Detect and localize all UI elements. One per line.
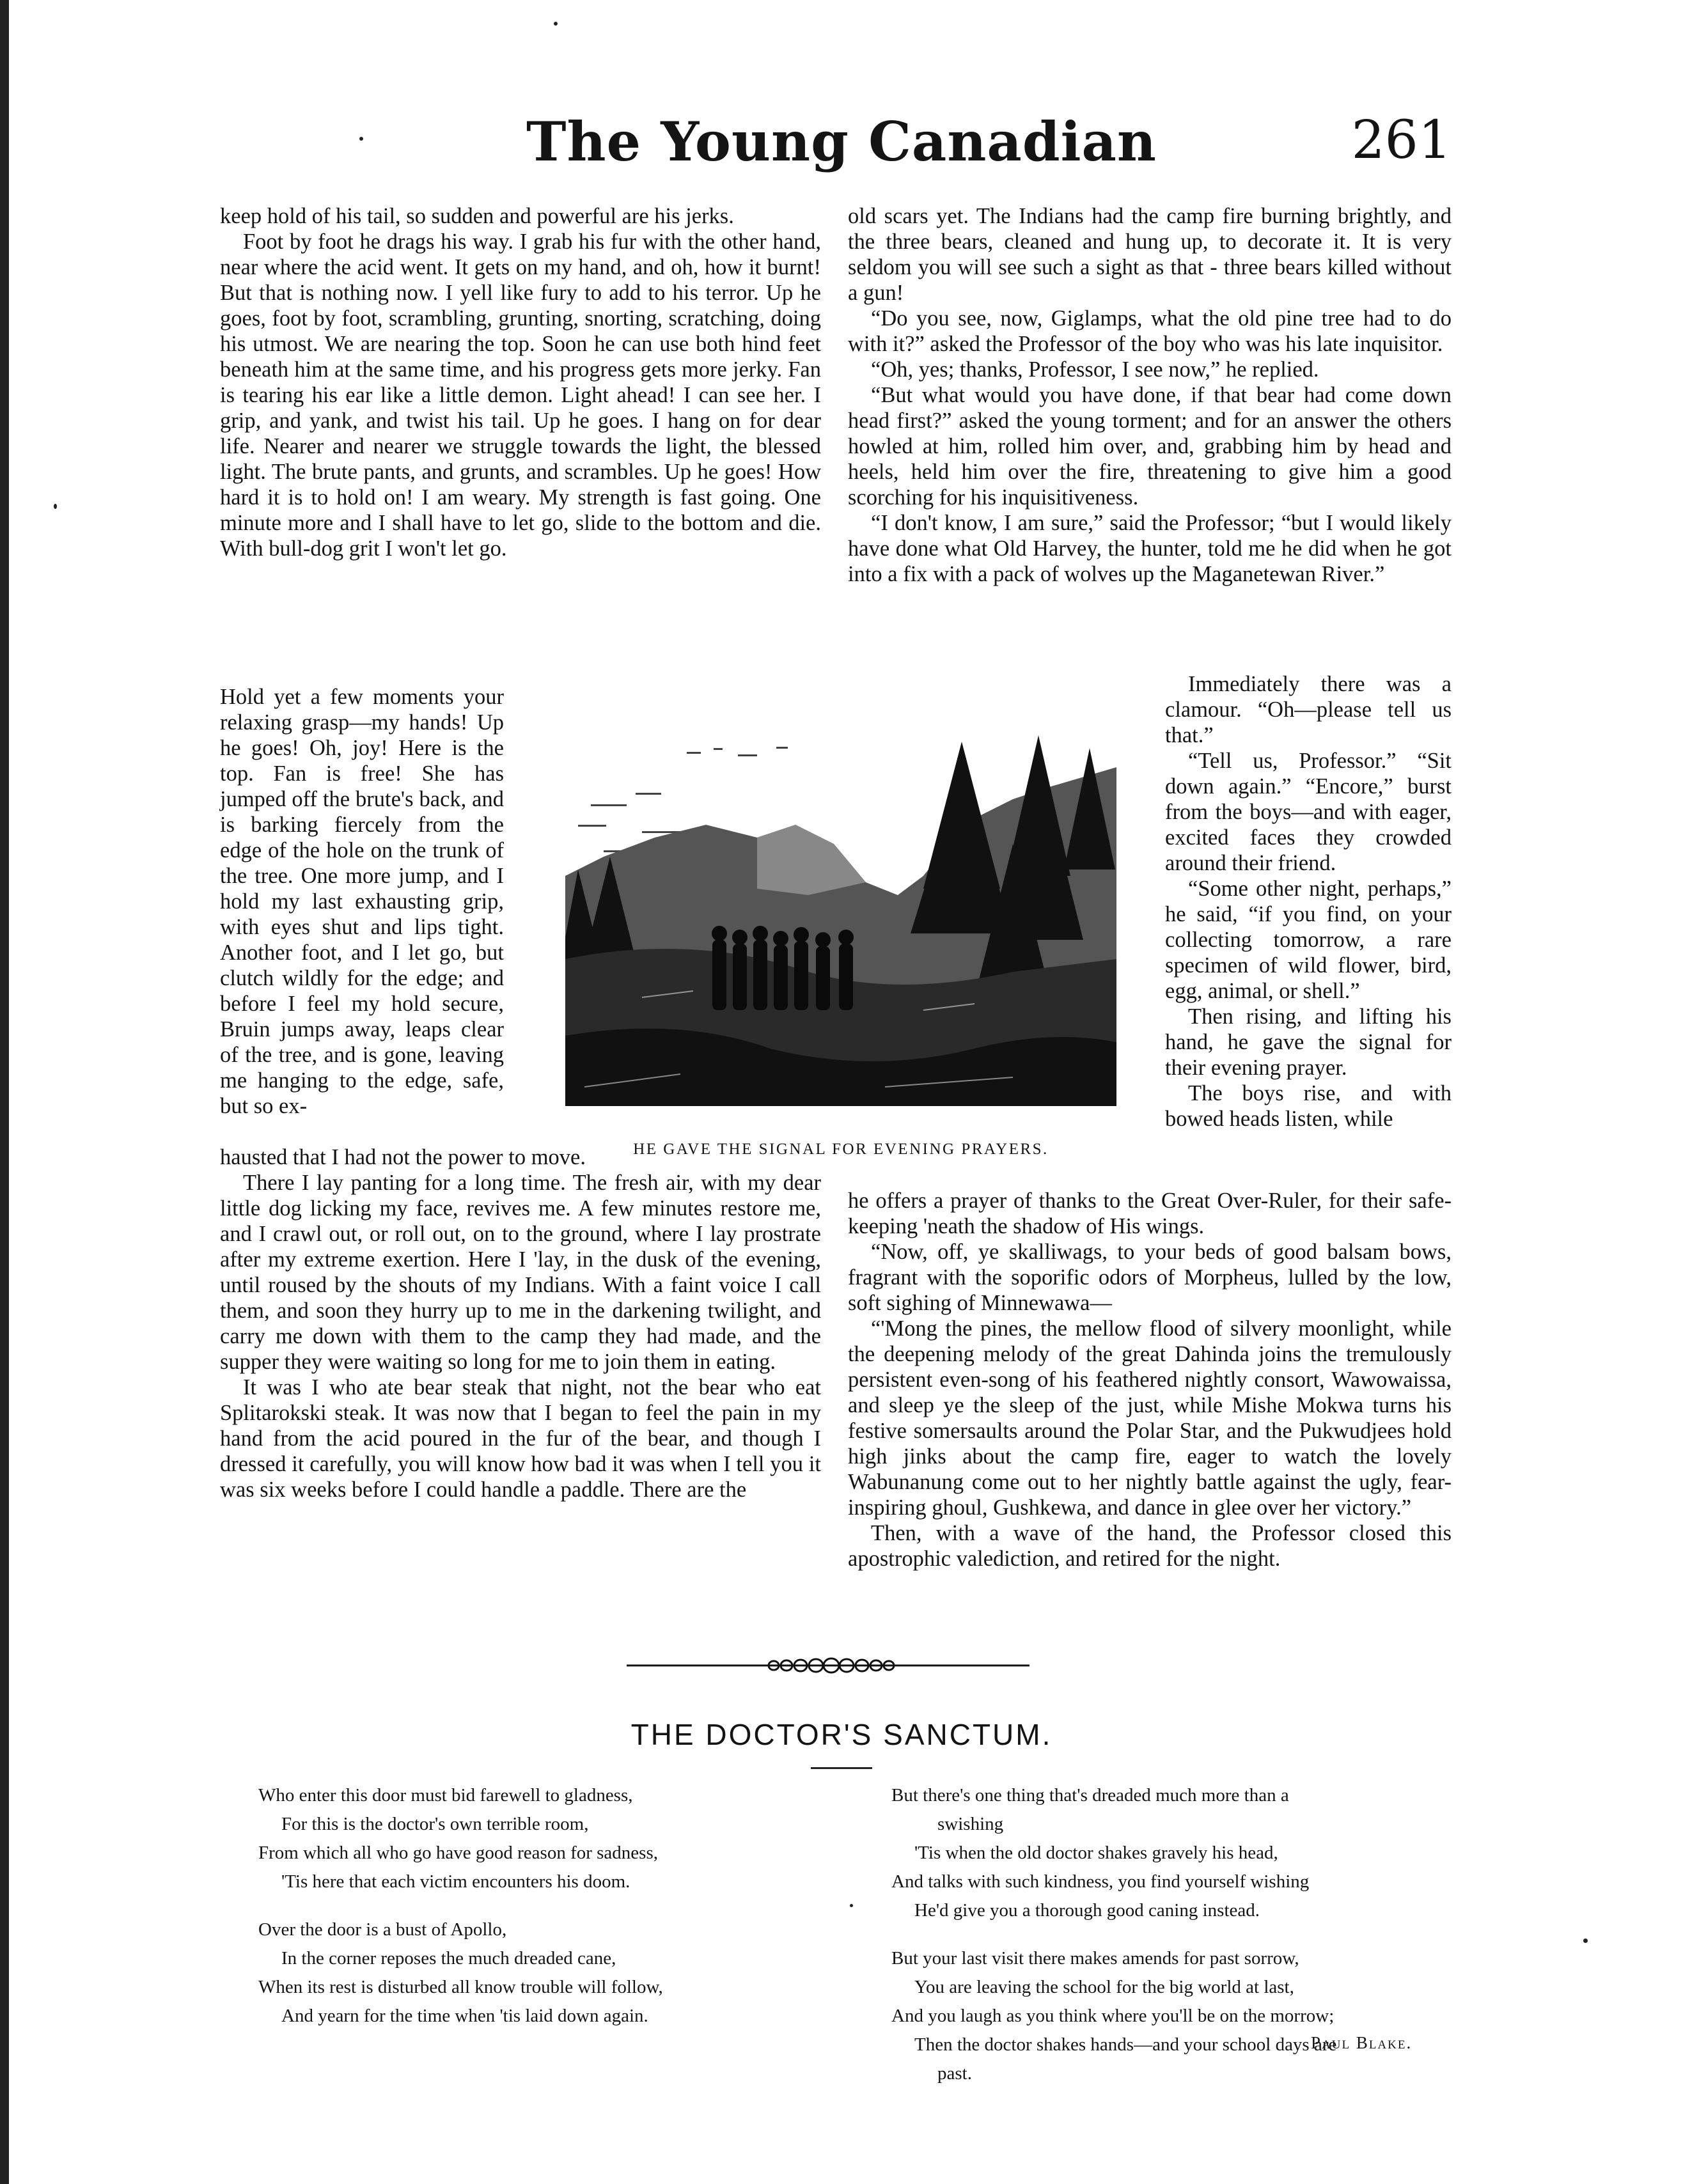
poem-line: Over the door is a bust of Apollo, — [258, 1919, 507, 1940]
poem-line: He'd give you a thorough good caning instead. — [914, 1900, 1260, 1921]
ornamental-divider — [627, 1656, 1029, 1675]
poem-line: But your last visit there makes amends for past sorrow, — [891, 1948, 1299, 1969]
poem-author: Paul Blake. — [1311, 2033, 1413, 2052]
poem-title: THE DOCTOR'S SANCTUM. — [630, 1718, 1053, 1751]
paragraph: “I don't know, I am sure,” said the Professor; “but I would likely have done what Old Harvey, the hunter, told me he did when he got into a fix with a pack of wolves up the Maganetewan River.” — [848, 511, 1452, 586]
scan-speck — [850, 1904, 853, 1907]
poem-left-column — [258, 1781, 834, 2031]
poem-line: And yearn for the time when 'tis laid down again. — [281, 2006, 648, 2026]
poem-line: And talks with such kindness, you find yourself wishing — [891, 1871, 1310, 1892]
paragraph: “Tell us, Professor.” “Sit down again.” “Encore,” burst from the boys—and with eager, excited faces they crowded around their friend. — [1165, 749, 1452, 875]
poem-line: 'Tis when the old doctor shakes gravely his head, — [914, 1843, 1278, 1863]
campfire-prayer-engraving — [565, 729, 1116, 1106]
paragraph: Then rising, and lifting his hand, he gave the signal for their evening prayer. — [1165, 1004, 1452, 1080]
scan-speck — [554, 22, 558, 26]
masthead: The Young Canadian — [526, 110, 1157, 173]
paragraph: “Some other night, perhaps,” he said, “if you find, on your collecting tomorrow, a rare specimen of wild flower, bird, egg, animal, or shell.” — [1165, 877, 1452, 1003]
poem-line: swishing — [937, 1814, 1004, 1834]
right-column-top — [848, 203, 1452, 587]
poem-line: And you laugh as you think where you'll be on the morrow; — [891, 2006, 1335, 2026]
poem-line: But there's one thing that's dreaded much more than a — [891, 1785, 1289, 1806]
paragraph: “Do you see, now, Giglamps, what the old pine tree had to do with it?” asked the Professor of the boy who was his late inquisitor. — [848, 306, 1452, 356]
left-column-top — [220, 203, 821, 561]
paragraph: “Oh, yes; thanks, Professor, I see now,” he replied. — [871, 357, 1319, 382]
paragraph: It was I who ate bear steak that night, not the bear who eat Splitarokski steak. It was now that I began to feel the pain in my hand from the acid poured in the fur of the bear, and though I dressed it carefully, you will know how bad it was when I tell you it was six weeks before I could handle a paddle. There are the — [220, 1375, 821, 1502]
illustration-caption: HE GAVE THE SIGNAL FOR EVENING PRAYERS. — [633, 1141, 1049, 1158]
right-column-bottom — [848, 1188, 1452, 1572]
poem-line: When its rest is disturbed all know trouble will follow, — [258, 1977, 663, 1997]
poem-line: In the corner reposes the much dreaded cane, — [281, 1948, 616, 1969]
poem-line: From which all who go have good reason for sadness, — [258, 1843, 658, 1863]
paragraph: old scars yet. The Indians had the camp fire burning brightly, and the three bears, cleaned and hung up, to decorate it. It is very seldom you will see such a sight as that - three bears killed without a gun! — [848, 204, 1452, 305]
scan-speck — [54, 504, 57, 509]
poem-line: Who enter this door must bid farewell to gladness, — [258, 1785, 633, 1806]
scan-speck — [1583, 1938, 1588, 1943]
right-column-wrap — [1165, 671, 1452, 1132]
left-column-wrap — [220, 684, 504, 1119]
paragraph: “But what would you have done, if that bear had come down head first?” asked the young torment; and for an answer the others howled at him, rolled him over, and, grabbing him by head and heels, held him over the fire, threatening to give him a good scorching for his inquisitiveness. — [848, 383, 1452, 510]
paragraph: “Now, off, ye skalliwags, to your beds of good balsam bows, fragrant with the soporific odors of Morpheus, lulled by the low, soft sighing of Minnewawa— — [848, 1240, 1452, 1315]
title-rule — [811, 1767, 872, 1769]
paragraph: Foot by foot he drags his way. I grab his fur with the other hand, near where the acid went. It gets on my hand, and oh, how it burnt! But that is nothing now. I yell like fury to add to his terror. Up he goes, foot by foot, scrambling, grunting, snorting, scratching, doing his utmost. We are nearing the top. Soon he can use both hind feet beneath him at the same time, and his progress gets more jerky. Fan is tearing his ear like a little demon. Light ahead! I can see her. I grip, and yank, and twist his tail. Up he goes. I hang on for dear life. Nearer and nearer we struggle towards the light, the blessed light. The brute pants, and grunts, and scrambles. Up he goes! How hard it is to hold on! I am weary. My strength is fast going. One minute more and I shall have to let go, slide to the bottom and die. With bull-dog grit I won't let go. — [220, 230, 821, 561]
poem-line: past. — [937, 2063, 972, 2084]
paragraph: The boys rise, and with bowed heads listen, while — [1165, 1081, 1452, 1131]
paragraph: he offers a prayer of thanks to the Great Over-Ruler, for their safe-keeping 'neath the shadow of His wings. — [848, 1189, 1452, 1238]
poem-line: For this is the doctor's own terrible room, — [281, 1814, 589, 1834]
poem-line: 'Tis here that each victim encounters his doom. — [281, 1871, 630, 1892]
paragraph: Hold yet a few moments your relaxing grasp—my hands! Up he goes! Oh, joy! Here is the top. Fan is free! She has jumped off the brute's back, and is barking fiercely from the edge of the hole on the trunk of the tree. One more jump, and I hold my last exhausting grip, with eyes shut and lips tight. Another foot, and I let go, but clutch wildly for the edge; and before I feel my hold secure, Bruin jumps away, leaps clear of the tree, and is gone, leaving me hanging to the edge, safe, but so ex- — [220, 685, 504, 1118]
page-number: 261 — [1351, 110, 1452, 171]
paragraph: hausted that I had not the power to move. — [220, 1145, 586, 1169]
scan-edge — [0, 0, 9, 2184]
paragraph: keep hold of his tail, so sudden and powerful are his jerks. — [220, 204, 734, 228]
paragraph: There I lay panting for a long time. The fresh air, with my dear little dog licking my face, revives me. A few minutes restore me, and I crawl out, or roll out, on to the ground, where I lay prostrate after my extreme exertion. Here I 'lay, in the dusk of the evening, until roused by the shouts of my Indians. With a faint voice I call them, and soon they hurry up to me in the darkening twilight, and carry me down with them to the camp they had made, and the supper they were waiting so long for me to join them in eating. — [220, 1171, 821, 1374]
paragraph: “'Mong the pines, the mellow flood of silvery moonlight, while the deepening melody of the great Dahinda joins the tremulously persistent even-song of his feathered nightly consort, Wawowaissa, and sleep ye the sleep of the just, while Mishe Mokwa turns his festive somersaults around the Polar Star, and the Pukwudjees hold high jinks about the camp fire, eager to watch the lovely Wabunanung come out to her nightly battle against the ugly, fear-inspiring ghoul, Gushkewa, and dance in glee over her victory.” — [848, 1316, 1452, 1520]
left-column-bottom — [220, 1144, 821, 1502]
page-header — [0, 96, 1683, 192]
paragraph: Then, with a wave of the hand, the Professor closed this apostrophic valediction, and retired for the night. — [848, 1521, 1452, 1571]
poem-line: Then the doctor shakes hands—and your school days are — [914, 2034, 1337, 2055]
paragraph: Immediately there was a clamour. “Oh—please tell us that.” — [1165, 672, 1452, 747]
poem-line: You are leaving the school for the big world at last, — [914, 1977, 1294, 1997]
